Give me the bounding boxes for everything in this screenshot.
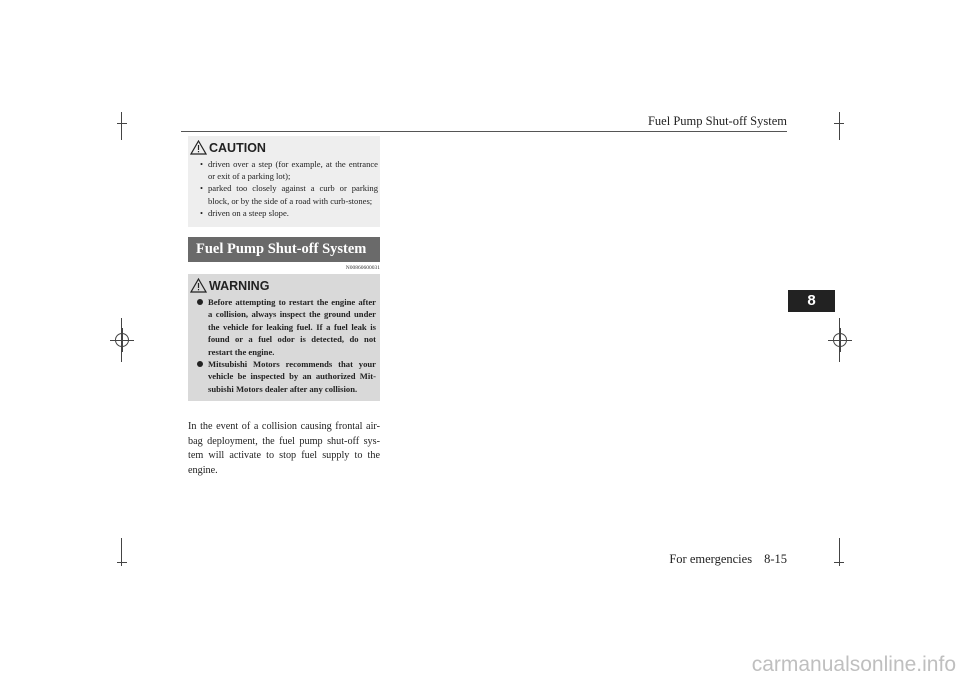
footer-page-number: 8-15 xyxy=(764,552,787,566)
warning-item xyxy=(196,358,376,395)
warning-item-text: Before attempting to restart the engine after a collision, always inspect the ground under the vehicle for leaking fuel. If a fuel leak is found or a fuel odor is detected, do not restart the engine. xyxy=(208,297,376,357)
crop-mark-top-left xyxy=(121,112,122,140)
caution-box xyxy=(188,136,380,227)
registration-mark-right xyxy=(833,333,847,347)
bullet-dot-icon xyxy=(197,299,203,305)
warning-list xyxy=(190,296,378,395)
crop-mark-top-right-h xyxy=(834,123,844,124)
crop-mark-top-right xyxy=(839,112,840,140)
caution-list xyxy=(190,158,378,219)
registration-mark-left xyxy=(115,333,129,347)
caution-triangle-icon xyxy=(190,140,207,155)
warning-heading xyxy=(190,278,378,293)
caution-item: • parked too closely against a curb or parking block, or by the side of a road with curb-stones; xyxy=(200,182,378,206)
warning-item xyxy=(196,296,376,358)
caution-item: • driven over a step (for example, at the entrance or exit of a parking lot); xyxy=(200,158,378,182)
caution-heading-text: CAUTION xyxy=(209,140,266,155)
section-code: N00860600031 xyxy=(345,265,380,272)
crop-mark-bottom-right-h xyxy=(834,562,844,563)
body-paragraph: In the event of a collision causing frontal air-bag deployment, the fuel pump shut-off sys-tem will activate to stop fuel supply to the engine. xyxy=(188,421,380,477)
crop-mark-top-left-h xyxy=(117,123,127,124)
caution-heading xyxy=(190,140,378,155)
warning-item-text: Mitsubishi Motors recommends that your vehicle be inspected by an authorized Mit-subishi Motors dealer after any collision. xyxy=(208,359,376,394)
warning-heading-text: WARNING xyxy=(209,278,270,293)
content-column xyxy=(188,136,380,479)
caution-item: • driven on a steep slope. xyxy=(200,207,378,219)
running-header-title: Fuel Pump Shut-off System xyxy=(647,114,787,128)
bullet-dot-icon xyxy=(197,361,203,367)
chapter-tab: 8 xyxy=(788,290,835,312)
page-footer xyxy=(669,552,787,567)
footer-chapter-name: For emergencies xyxy=(669,552,753,566)
crop-mark-bottom-left-h xyxy=(117,562,127,563)
watermark: carmanualsonline.info xyxy=(751,653,956,676)
header-rule xyxy=(181,131,787,132)
warning-triangle-icon xyxy=(190,278,207,293)
warning-box xyxy=(188,274,380,401)
section-title: Fuel Pump Shut-off System xyxy=(188,237,380,262)
